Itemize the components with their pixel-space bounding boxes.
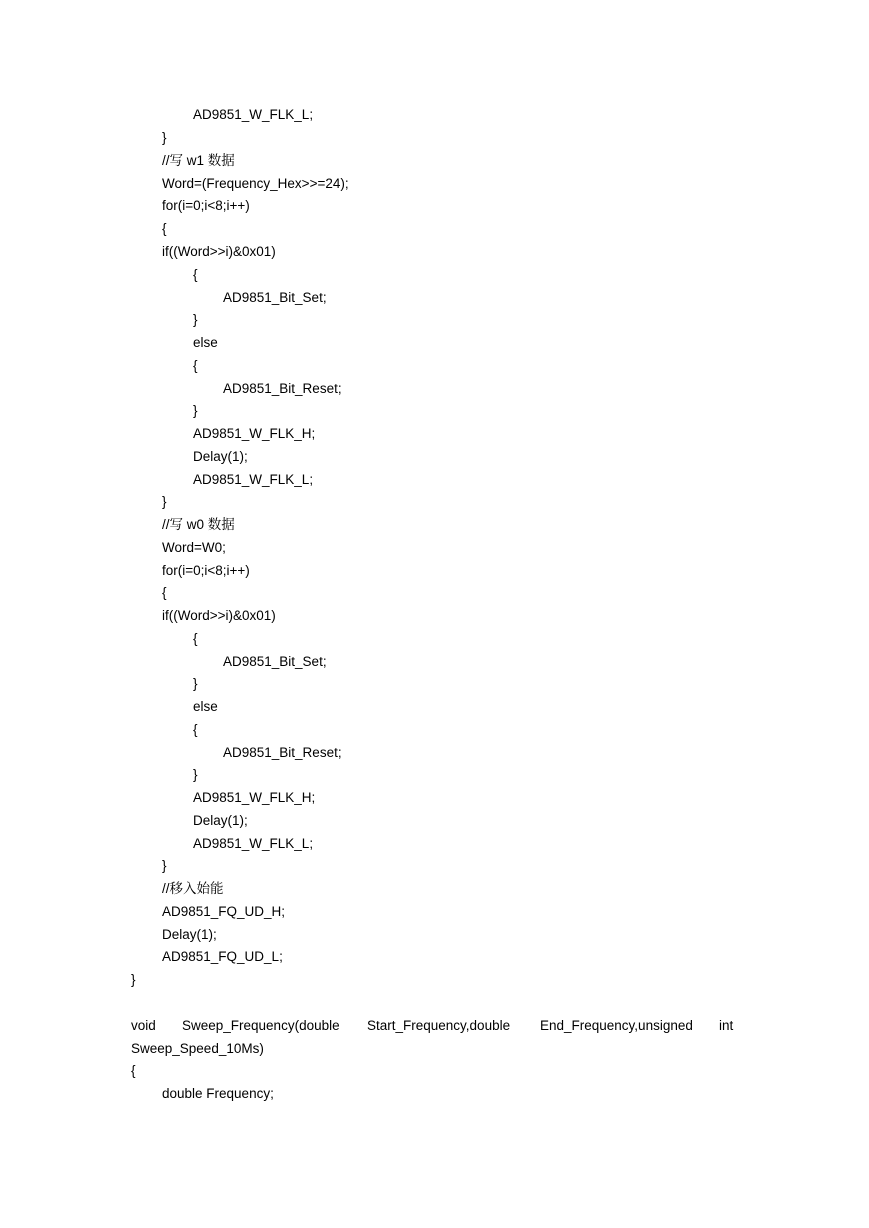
code-line: AD9851_Bit_Set; bbox=[223, 290, 327, 305]
code-line: else bbox=[193, 699, 218, 714]
signature-continuation: Sweep_Speed_10Ms) bbox=[131, 1041, 264, 1056]
code-line: { bbox=[162, 221, 167, 236]
code-line: { bbox=[193, 631, 198, 646]
code-line: if((Word>>i)&0x01) bbox=[162, 608, 276, 623]
code-line: Delay(1); bbox=[193, 813, 248, 828]
code-line: { bbox=[193, 722, 198, 737]
code-line: } bbox=[193, 676, 198, 691]
code-line: } bbox=[193, 312, 198, 327]
code-line: AD9851_W_FLK_L; bbox=[193, 107, 314, 122]
code-line: Word=(Frequency_Hex>>=24); bbox=[162, 176, 349, 191]
signature-token: Start_Frequency,double bbox=[367, 1018, 511, 1033]
code-line: } bbox=[162, 130, 167, 145]
code-line: { bbox=[193, 358, 198, 373]
code-line: AD9851_FQ_UD_H; bbox=[162, 904, 286, 919]
code-line: AD9851_Bit_Reset; bbox=[223, 745, 342, 760]
code-line: AD9851_W_FLK_L; bbox=[193, 472, 314, 487]
code-line: if((Word>>i)&0x01) bbox=[162, 244, 276, 259]
code-line: { bbox=[193, 267, 198, 282]
code-line: } bbox=[193, 767, 198, 782]
code-line: AD9851_Bit_Reset; bbox=[223, 381, 342, 396]
code-line: for(i=0;i<8;i++) bbox=[162, 198, 250, 213]
code-line: { bbox=[131, 1063, 136, 1078]
code-line: AD9851_W_FLK_L; bbox=[193, 836, 314, 851]
code-line: Word=W0; bbox=[162, 540, 226, 555]
signature-token: End_Frequency,unsigned bbox=[540, 1018, 693, 1033]
code-line: Delay(1); bbox=[193, 449, 248, 464]
code-line: } bbox=[162, 858, 167, 873]
code-line: AD9851_Bit_Set; bbox=[223, 654, 327, 669]
signature-token: int bbox=[719, 1018, 734, 1033]
code-line: Delay(1); bbox=[162, 927, 217, 942]
code-comment: //写 w1 数据 bbox=[162, 153, 235, 168]
code-line: for(i=0;i<8;i++) bbox=[162, 563, 250, 578]
code-line: else bbox=[193, 335, 218, 350]
code-line: double Frequency; bbox=[162, 1086, 274, 1101]
code-line: } bbox=[193, 403, 198, 418]
code-line: AD9851_W_FLK_H; bbox=[193, 426, 316, 441]
code-comment: //移入始能 bbox=[162, 881, 224, 896]
code-line: } bbox=[162, 494, 167, 509]
code-comment: //写 w0 数据 bbox=[162, 517, 235, 532]
code-line: AD9851_FQ_UD_L; bbox=[162, 949, 283, 964]
signature-token: void bbox=[131, 1018, 156, 1033]
code-line: { bbox=[162, 585, 167, 600]
code-line: } bbox=[131, 972, 136, 987]
signature-token: Sweep_Frequency(double bbox=[182, 1018, 340, 1033]
code-line: AD9851_W_FLK_H; bbox=[193, 790, 316, 805]
